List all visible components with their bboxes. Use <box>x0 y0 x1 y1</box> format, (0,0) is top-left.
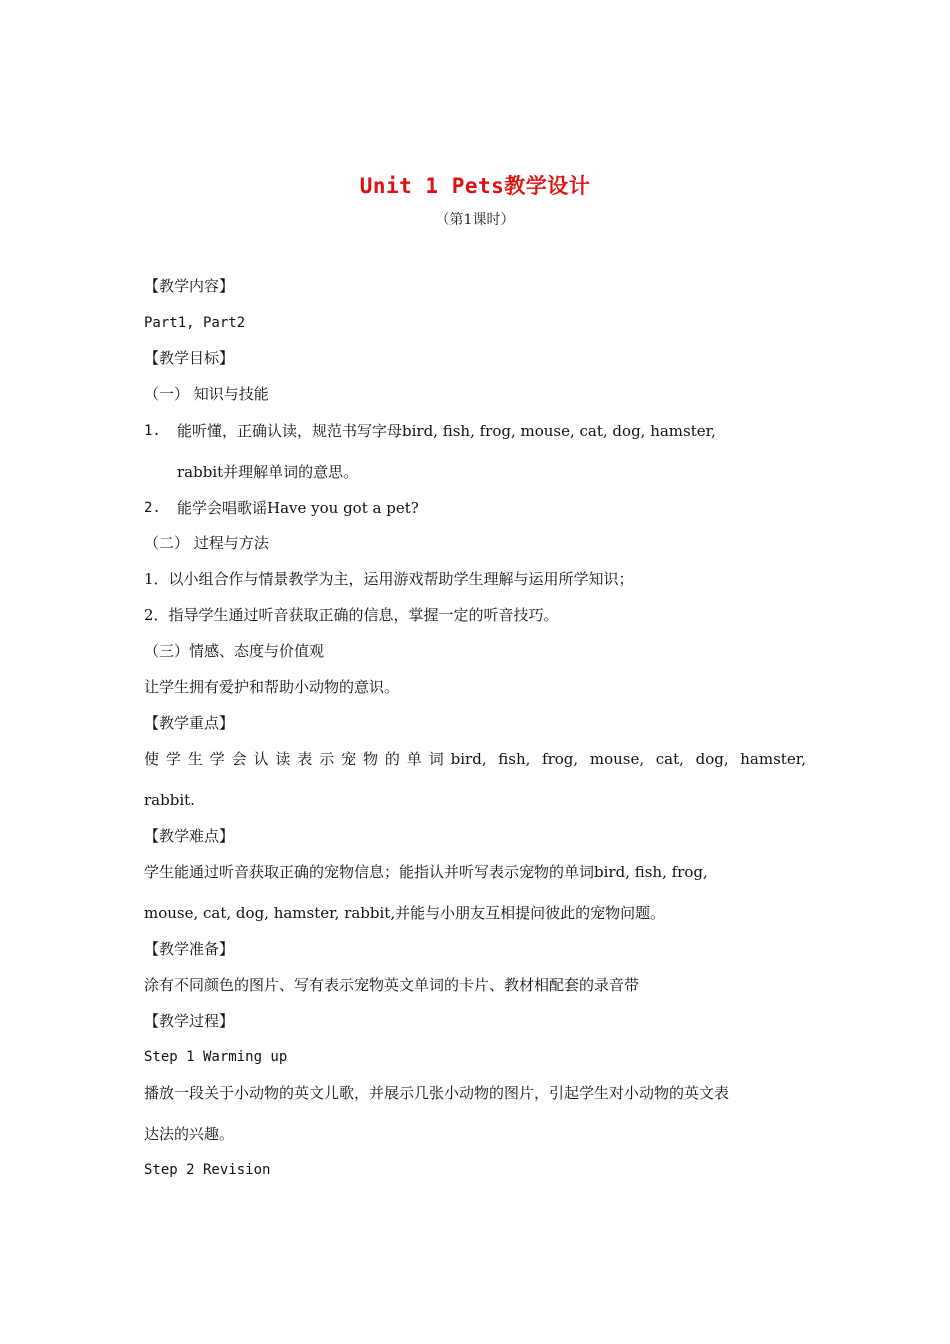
goal-section-2-heading: （二） 过程与方法 <box>144 534 269 552</box>
difficult-points-line-2: mouse, cat, dog, hamster, rabbit,并能与小朋友互相提问彼此的宠物问题。 <box>144 904 666 922</box>
goal-1-item-1-number: 1. <box>144 423 161 439</box>
heading-difficult-points: 【教学难点】 <box>144 827 235 845</box>
heading-teaching-content: 【教学内容】 <box>144 277 235 295</box>
step-2-heading: Step 2 Revision <box>144 1162 271 1178</box>
goal-3-item-1: 让学生拥有爱护和帮助小动物的意识。 <box>144 678 400 696</box>
preparation-text: 涂有不同颜色的图片、写有表示宠物英文单词的卡片、教材相配套的录音带 <box>144 976 640 994</box>
key-points-line-1: 使学生学会认读表示宠物的单词bird, fish, frog, mouse, cat, dog, hamster, <box>144 750 806 768</box>
goal-1-item-2-number: 2. <box>144 500 161 516</box>
step-1-text-line-1: 播放一段关于小动物的英文儿歌，并展示几张小动物的图片，引起学生对小动物的英文表 <box>144 1084 730 1102</box>
goal-section-3-heading: （三）情感、态度与价值观 <box>144 642 325 660</box>
goal-1-item-1-continuation: rabbit并理解单词的意思。 <box>177 463 359 481</box>
teaching-content-text: Part1, Part2 <box>144 315 246 331</box>
step-1-text-line-2: 达法的兴趣。 <box>144 1125 235 1143</box>
step-1-heading: Step 1 Warming up <box>144 1049 288 1065</box>
heading-key-points: 【教学重点】 <box>144 714 235 732</box>
goal-1-item-1-text: 能听懂，正确认读，规范书写字母bird, fish, frog, mouse, cat, dog, hamster, <box>177 422 716 440</box>
heading-teaching-goals: 【教学目标】 <box>144 349 235 367</box>
goal-section-1-heading: （一） 知识与技能 <box>144 385 269 403</box>
goal-2-item-1: 1．以小组合作与情景教学为主，运用游戏帮助学生理解与运用所学知识； <box>144 570 634 588</box>
document-subtitle: （第1课时） <box>435 212 515 228</box>
key-points-line-2: rabbit. <box>144 791 195 809</box>
heading-teaching-process: 【教学过程】 <box>144 1012 235 1030</box>
goal-2-item-2: 2．指导学生通过听音获取正确的信息，掌握一定的听音技巧。 <box>144 606 559 624</box>
difficult-points-line-1: 学生能通过听音获取正确的宠物信息；能指认并听写表示宠物的单词bird, fish, frog, <box>144 863 708 881</box>
goal-1-item-2-text: 能学会唱歌谣Have you got a pet? <box>177 499 419 517</box>
document-title: Unit 1 Pets教学设计 <box>359 174 591 198</box>
heading-preparation: 【教学准备】 <box>144 940 235 958</box>
